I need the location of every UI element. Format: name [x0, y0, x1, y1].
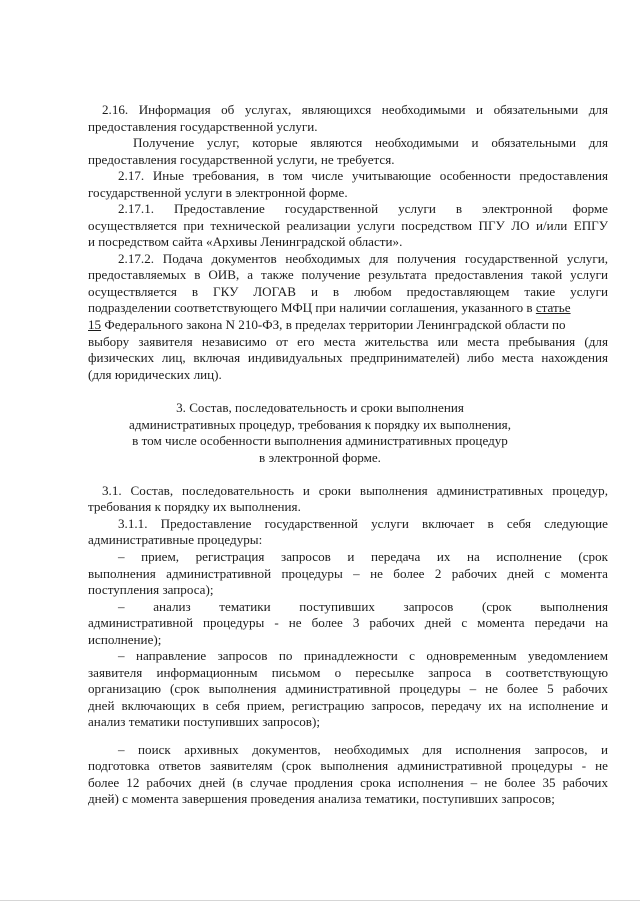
line-5-text: Федерального закона N 210-ФЗ, в пределах территории Ленинградской области по: [101, 317, 566, 332]
list-item-1-line-1: – прием, регистрация запросов и передача их на исполнение (срок: [118, 549, 608, 564]
paragraph-2-17-line-1: 2.17. Иные требования, в том числе учитывающие особенности предоставления: [118, 168, 608, 183]
paragraph-2-17-1-line-2: осуществляется при технической реализации услуги посредством ПГУ ЛО и/или ЕПГУ: [88, 218, 608, 233]
paragraph-3-1-line-1: 3.1. Состав, последовательность и сроки выполнения административных процедур,: [102, 483, 608, 498]
paragraph-3-1-1-line-1: 3.1.1. Предоставление государственной услуги включает в себя следующие: [118, 516, 608, 531]
paragraph-3-1-1-line-2: административные процедуры:: [88, 532, 263, 547]
paragraph-2-17-2-line-8: (для юридических лиц).: [88, 367, 222, 382]
section-3-heading-line-2: административных процедур, требования к порядку их выполнения,: [129, 417, 511, 432]
paragraph-2-17-line-2: государственной услуги в электронной форме.: [88, 185, 348, 200]
paragraph-2-17-2-line-6: выбору заявителя независимо от его места жительства или места пребывания (для: [88, 334, 608, 349]
section-3-heading-line-1: 3. Состав, последовательность и сроки выполнения: [176, 400, 464, 415]
paragraph-2-17-2-line-1: 2.17.2. Подача документов необходимых для получения государственной услуги,: [118, 251, 608, 266]
list-item-4-line-2: подготовка ответов заявителям (срок выполнения административной процедуры - не: [88, 758, 608, 773]
paragraph-2-17-2-line-2: предоставляемых в ОИВ, а также получение результата предоставления такой услуги: [88, 267, 608, 282]
line-4-text: подразделении соответствующего МФЦ при наличии соглашения, указанного в: [88, 300, 536, 315]
paragraph-2-17-2-line-4: [88, 300, 571, 316]
paragraph-3-1-line-2: требования к порядку их выполнения.: [88, 499, 301, 514]
paragraph-2-17-2-line-5: [88, 317, 566, 333]
paragraph-services-line-1: Получение услуг, которые являются необходимыми и обязательными для: [133, 135, 608, 150]
list-item-3-line-2: заявителя информационным письмом о пересылке запроса в соответствующую: [88, 665, 608, 680]
paragraph-2-17-1-line-3: и посредством сайта «Архивы Ленинградской области».: [88, 234, 403, 249]
list-item-3-line-4: дней включающих в себя прием, регистрацию запросов, передачу их на исполнение и: [88, 698, 608, 713]
list-item-4-line-1: – поиск архивных документов, необходимых для исполнения запросов, и: [118, 742, 608, 757]
list-item-3-line-3: организацию (срок выполнения административной процедуры – не более 5 рабочих: [88, 681, 608, 696]
paragraph-2-17-1-line-1: 2.17.1. Предоставление государственной услуги в электронной форме: [118, 201, 608, 216]
list-item-4-line-3: более 12 рабочих дней (в случае продления срока исполнения – не более 35 рабочих: [88, 775, 608, 790]
paragraph-2-16-line-2: предоставления государственной услуги.: [88, 119, 318, 134]
paragraph-2-16-line-1: 2.16. Информация об услугах, являющихся необходимыми и обязательными для: [102, 102, 608, 117]
list-item-2-line-2: административной процедуры - не более 3 рабочих дней с момента передачи на: [88, 615, 608, 630]
list-item-2-line-1: – анализ тематики поступивших запросов (срок выполнения: [118, 599, 608, 614]
law-article-number-link[interactable]: 15: [88, 317, 102, 332]
section-3-heading-line-3: в том числе особенности выполнения административных процедур: [132, 433, 508, 448]
list-item-1-line-3: поступления запроса);: [88, 582, 214, 597]
bottom-divider: [0, 900, 640, 901]
list-item-1-line-2: выполнения административной процедуры – не более 2 рабочих дней с момента: [88, 566, 608, 581]
list-item-3-line-5: анализ тематики поступивших запросов);: [88, 714, 320, 729]
list-item-2-line-3: исполнение);: [88, 632, 162, 647]
section-3-heading-line-4: в электронной форме.: [259, 450, 381, 465]
law-article-link[interactable]: статье: [535, 300, 571, 315]
list-item-3-line-1: – направление запросов по принадлежности с одновременным уведомлением: [118, 648, 608, 663]
paragraph-2-17-2-line-3: осуществляется в ГКУ ЛОГАВ и в любом предоставляющем такие услуги: [88, 284, 608, 299]
paragraph-2-17-2-line-7: физических лиц, включая индивидуальных предпринимателей) либо места нахождения: [88, 350, 608, 365]
list-item-4-line-4: дней) с момента завершения проведения анализа тематики, поступивших запросов;: [88, 791, 555, 806]
paragraph-services-line-2: предоставления государственной услуги, не требуется.: [88, 152, 395, 167]
